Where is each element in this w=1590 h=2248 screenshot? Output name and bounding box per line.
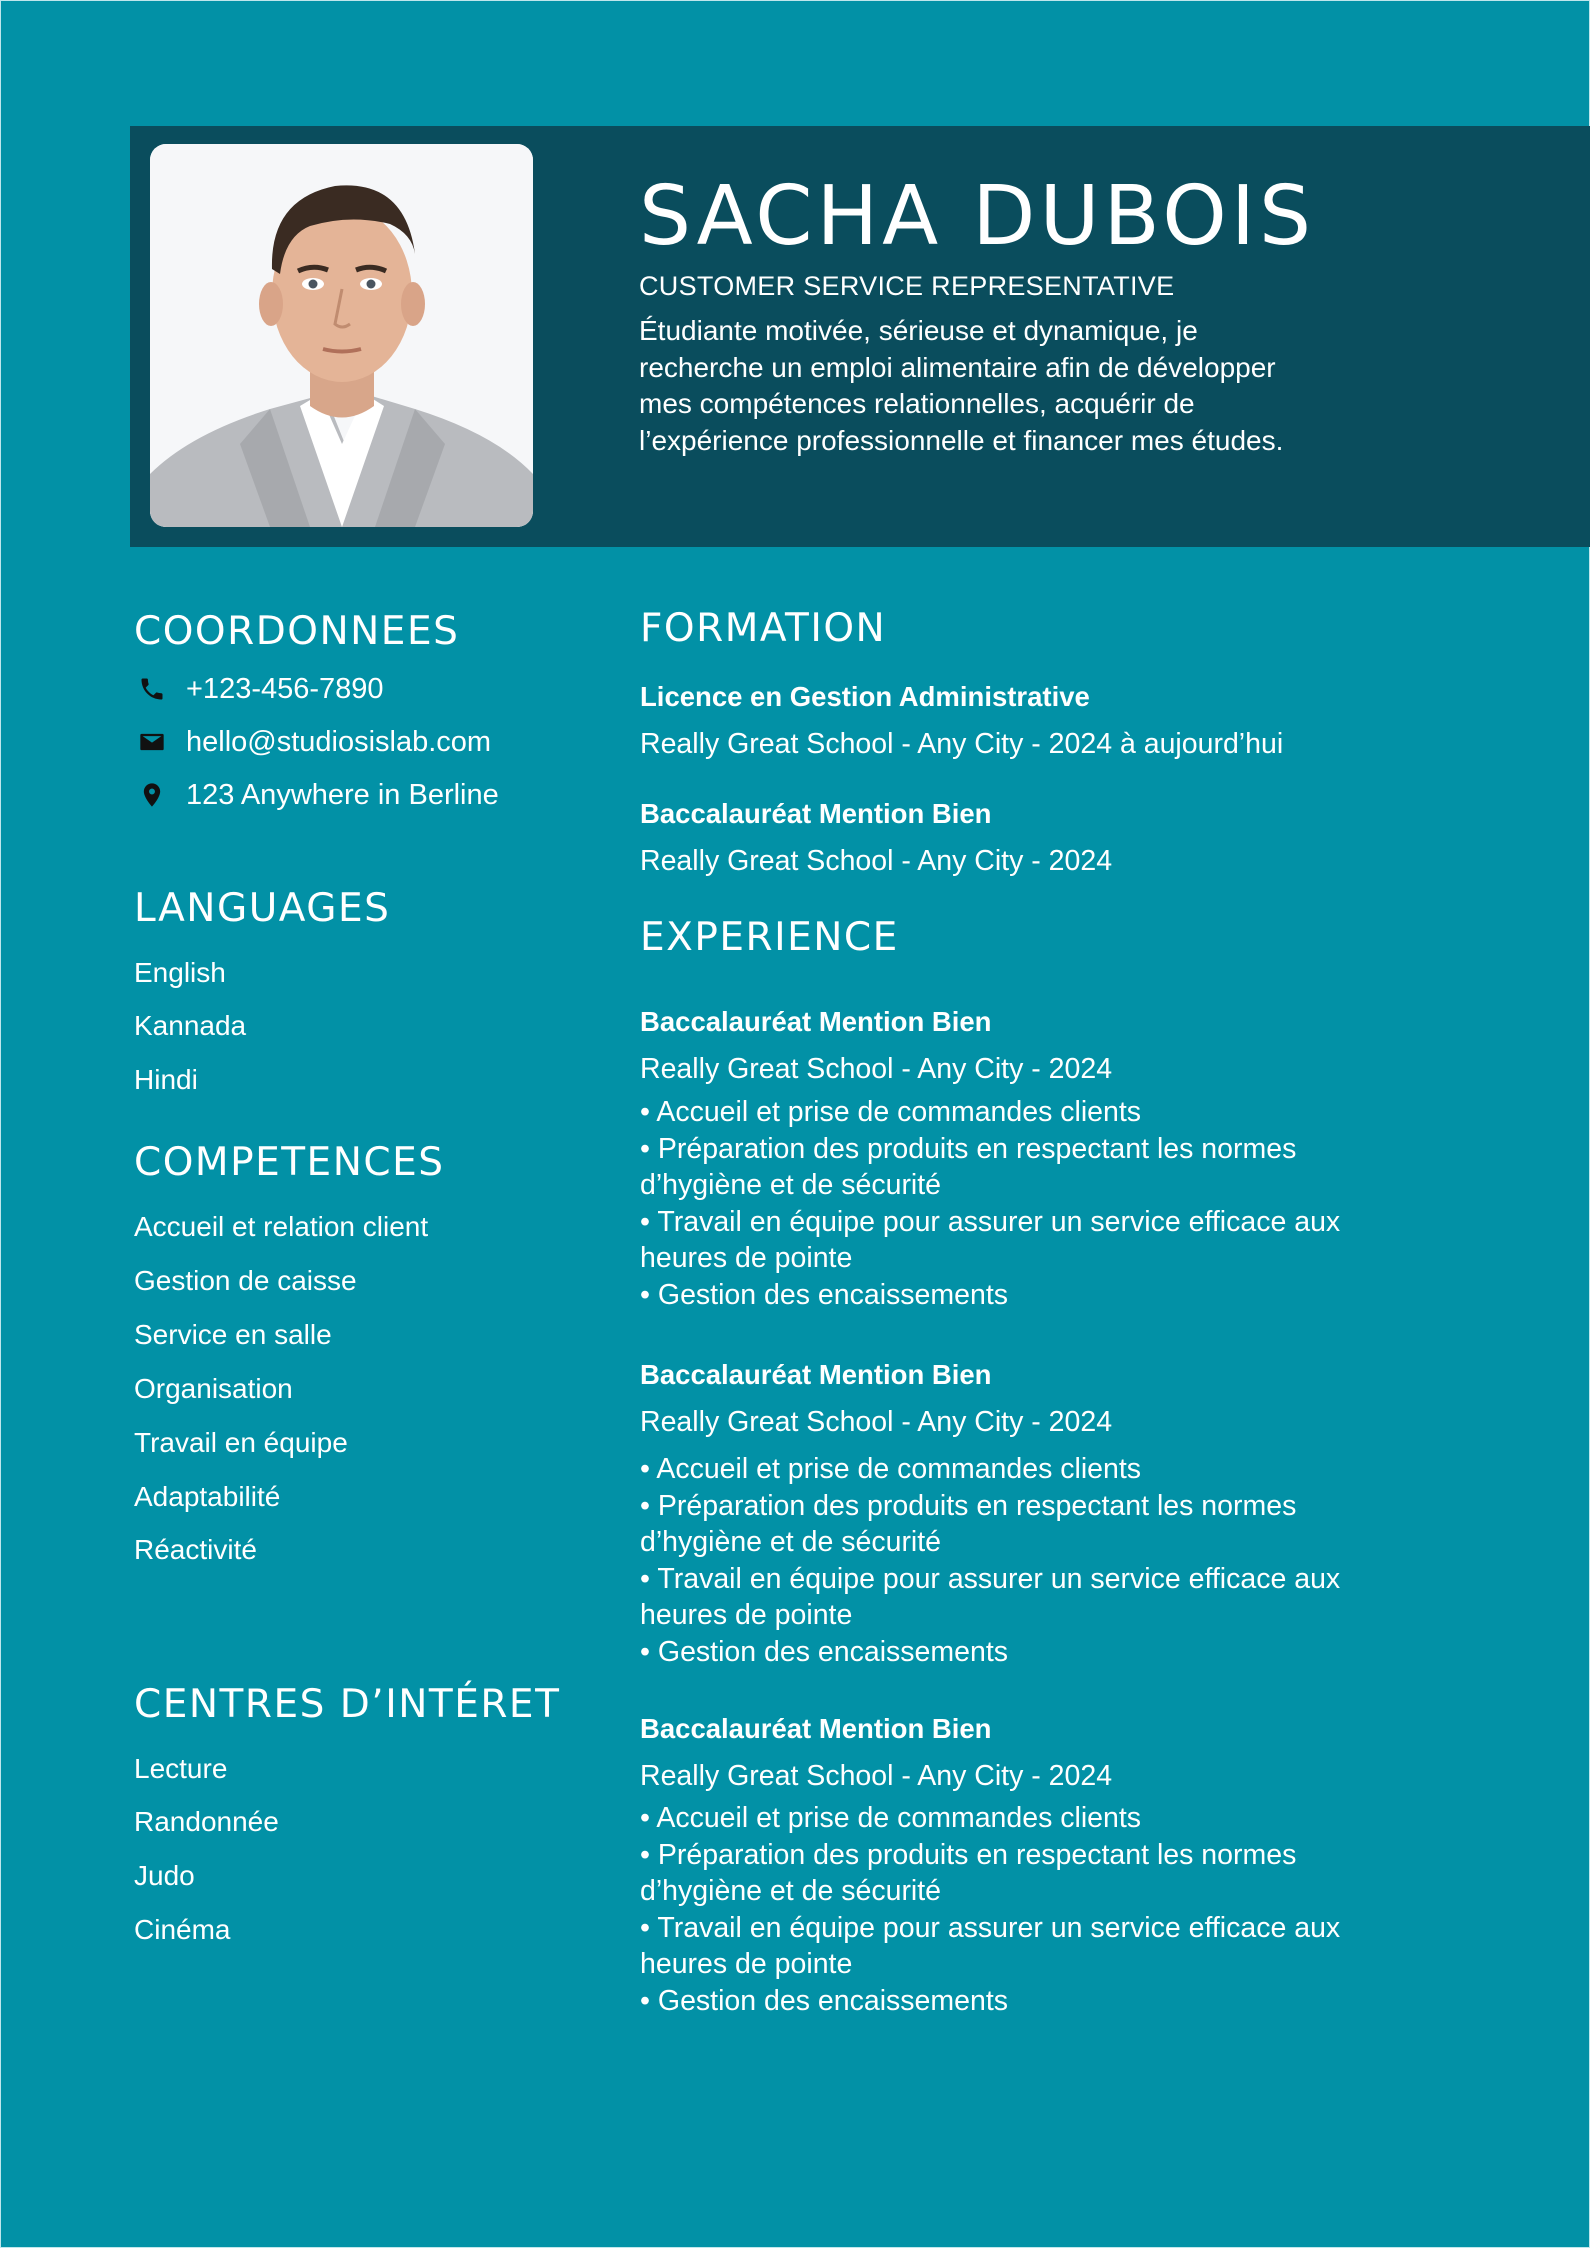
formation-detail: Really Great School - Any City - 2024 à aujourd’hui	[640, 728, 1284, 760]
contact-phone[interactable]	[134, 669, 384, 709]
experience-bullets	[640, 1800, 1400, 2019]
phone-icon	[134, 672, 170, 706]
email-icon	[134, 725, 170, 759]
language-item: Kannada	[134, 1010, 247, 1041]
experience-bullets	[640, 1451, 1400, 1670]
formation-section-title: FORMATION	[640, 606, 887, 651]
experience-bullet: • Préparation des produits en respectant les normes d’hygiène et de sécurité	[640, 1838, 1305, 1907]
language-item: Hindi	[134, 1064, 198, 1095]
contact-address	[134, 775, 499, 815]
experience-bullet: • Accueil et prise de commandes clients	[640, 1802, 1142, 1834]
experience-bullet: • Accueil et prise de commandes clients	[640, 1453, 1142, 1485]
experience-bullet: • Travail en équipe pour assurer un service efficace aux heures de pointe	[640, 1205, 1349, 1274]
profile-summary: Étudiante motivée, sérieuse et dynamique, je recherche un emploi alimentaire afin de développer mes compétences relationnelles, acquérir de l’expérience professionnelle et financer mes études.	[639, 315, 1284, 456]
experience-section-title: EXPERIENCE	[640, 915, 899, 960]
experience-detail: Really Great School - Any City - 2024	[640, 1053, 1113, 1085]
experience-bullet: • Travail en équipe pour assurer un service efficace aux heures de pointe	[640, 1562, 1349, 1631]
skill-item: Adaptabilité	[134, 1481, 281, 1512]
job-title: CUSTOMER SERVICE REPRESENTATIVE	[639, 271, 1175, 301]
header-band	[130, 126, 1590, 547]
interest-item: Lecture	[134, 1753, 228, 1784]
experience-bullet: • Gestion des encaissements	[640, 1635, 1008, 1668]
experience-title: Baccalauréat Mention Bien	[640, 1359, 992, 1390]
formation-degree: Baccalauréat Mention Bien	[640, 798, 992, 829]
skills-section-title: COMPETENCES	[134, 1140, 445, 1185]
location-pin-icon	[134, 778, 170, 812]
experience-bullets	[640, 1094, 1400, 1313]
phone-text: +123-456-7890	[186, 672, 384, 705]
skill-item: Gestion de caisse	[134, 1265, 357, 1296]
candidate-name: SACHA DUBOIS	[639, 169, 1316, 264]
skill-item: Réactivité	[134, 1534, 257, 1565]
address-text: 123 Anywhere in Berline	[186, 778, 499, 811]
language-item: English	[134, 957, 226, 988]
interests-section-title: CENTRES D’INTÉRET	[134, 1682, 561, 1727]
experience-bullet: • Accueil et prise de commandes clients	[640, 1096, 1142, 1128]
skill-item: Accueil et relation client	[134, 1211, 429, 1242]
experience-bullet: • Travail en équipe pour assurer un service efficace aux heures de pointe	[640, 1911, 1349, 1980]
formation-degree: Licence en Gestion Administrative	[640, 681, 1090, 712]
skill-item: Service en salle	[134, 1319, 332, 1350]
skill-item: Organisation	[134, 1373, 293, 1404]
interest-item: Randonnée	[134, 1806, 279, 1837]
email-text: hello@studiosislab.com	[186, 725, 492, 758]
contact-section-title: COORDONNEES	[134, 609, 460, 654]
profile-photo	[150, 144, 533, 527]
experience-title: Baccalauréat Mention Bien	[640, 1006, 992, 1037]
experience-detail: Really Great School - Any City - 2024	[640, 1760, 1113, 1792]
interest-item: Judo	[134, 1860, 195, 1891]
experience-bullet: • Gestion des encaissements	[640, 1984, 1008, 2017]
experience-bullet: • Gestion des encaissements	[640, 1278, 1008, 1311]
experience-detail: Really Great School - Any City - 2024	[640, 1406, 1113, 1438]
languages-section-title: LANGUAGES	[134, 886, 391, 931]
formation-detail: Really Great School - Any City - 2024	[640, 845, 1113, 877]
skill-item: Travail en équipe	[134, 1427, 348, 1458]
interest-item: Cinéma	[134, 1914, 231, 1945]
experience-bullet: • Préparation des produits en respectant les normes d’hygiène et de sécurité	[640, 1489, 1305, 1558]
contact-email[interactable]	[134, 722, 491, 762]
experience-bullet: • Préparation des produits en respectant les normes d’hygiène et de sécurité	[640, 1132, 1305, 1201]
experience-title: Baccalauréat Mention Bien	[640, 1713, 992, 1744]
